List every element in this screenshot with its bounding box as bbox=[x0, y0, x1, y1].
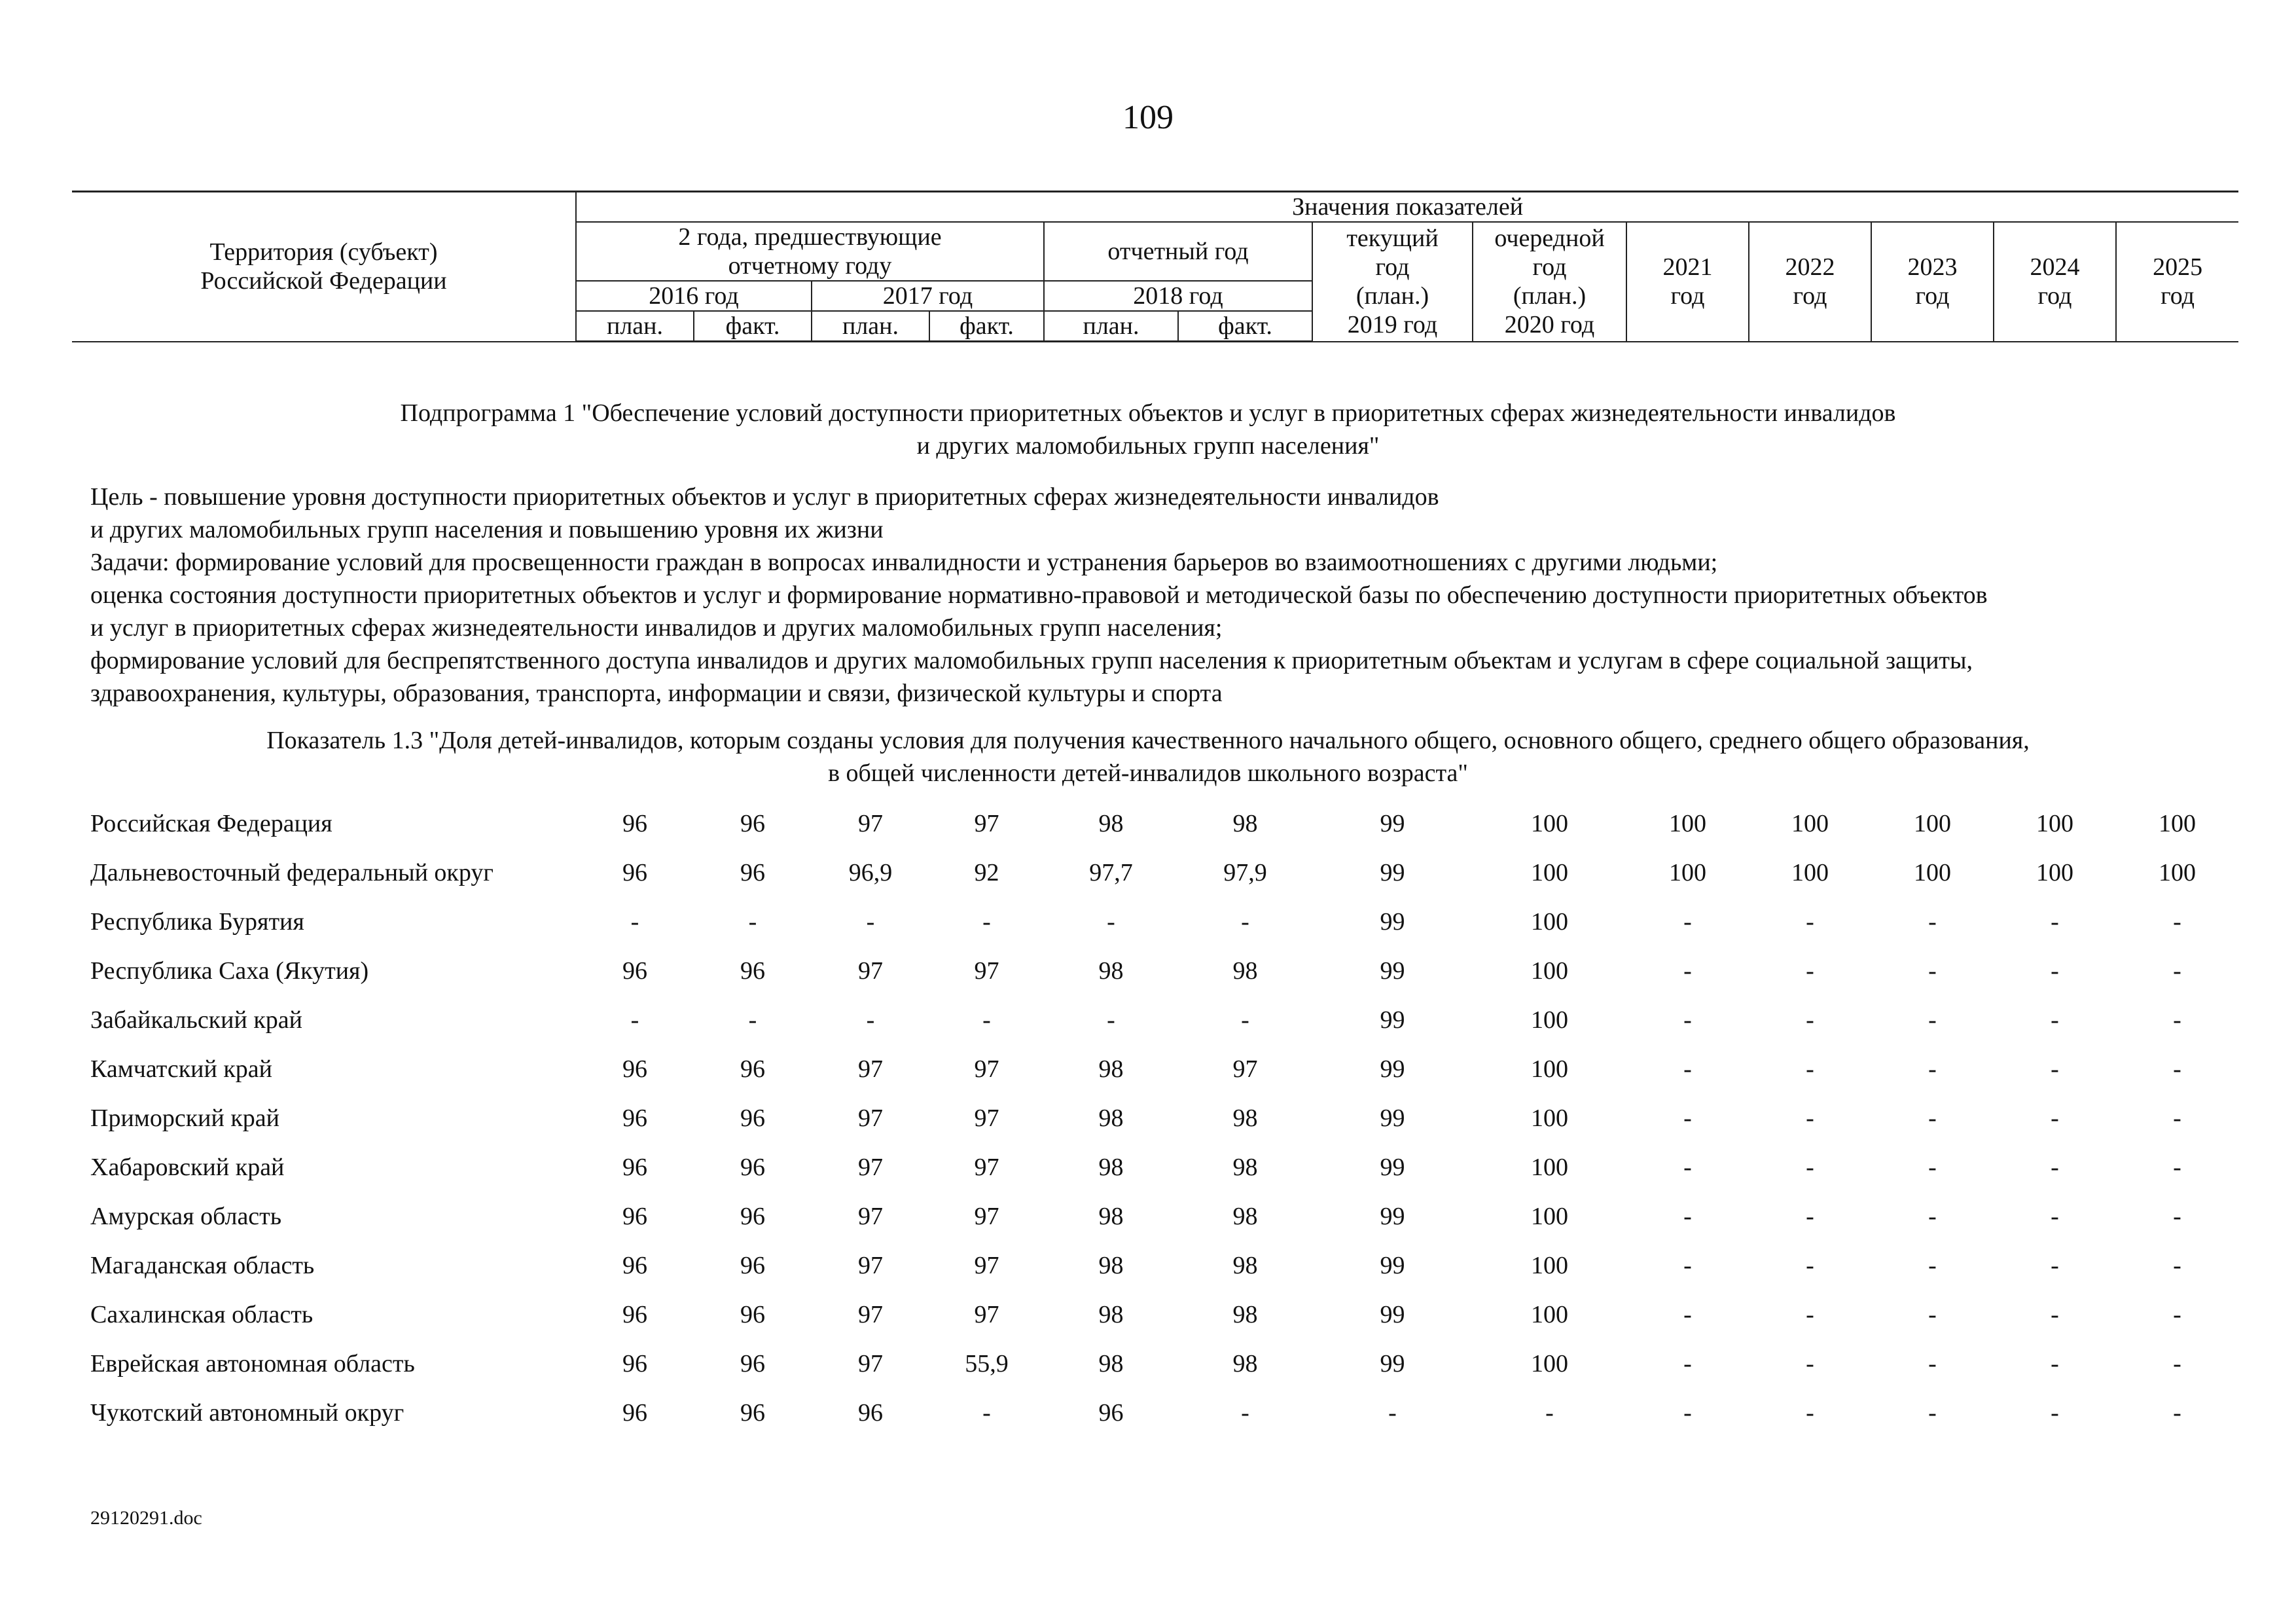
value-cell: 99 bbox=[1380, 1349, 1405, 1377]
value-cell: - bbox=[1683, 1153, 1692, 1181]
value-cell: - bbox=[2173, 1104, 2181, 1132]
table-row bbox=[72, 848, 2238, 897]
value-cell: 97 bbox=[974, 1251, 999, 1279]
value-cell: 96 bbox=[740, 1104, 765, 1132]
footer-doc-name: 29120291.doc bbox=[90, 1507, 202, 1529]
region-name: Российская Федерация bbox=[90, 809, 332, 837]
value-cell: - bbox=[2173, 1300, 2181, 1328]
value-cell: 97 bbox=[858, 957, 883, 985]
year-2024-header: 2024 год bbox=[1994, 222, 2116, 342]
value-cell: - bbox=[1928, 1104, 1937, 1132]
table-row bbox=[72, 1142, 2238, 1192]
value-cell: 100 bbox=[1791, 809, 1829, 837]
year-2017-header: 2017 год bbox=[812, 281, 1044, 311]
subprogram-title: Подпрограмма 1 "Обеспечение условий доступности приоритетных объектов и услуг в приоритетных сферах жизнедеятельности инвалидов и других маломобильных групп населения" bbox=[400, 399, 1896, 460]
value-cell: - bbox=[2173, 957, 2181, 985]
fact-2016: факт. bbox=[694, 311, 812, 342]
value-cell: - bbox=[1806, 1153, 1814, 1181]
value-cell: - bbox=[1928, 1251, 1937, 1279]
value-cell: 100 bbox=[1531, 1104, 1568, 1132]
value-cell: 100 bbox=[1531, 1251, 1568, 1279]
value-cell: 100 bbox=[1669, 809, 1706, 837]
two-years-header: 2 года, предшествующие отчетному году bbox=[576, 222, 1044, 281]
year-2021-header: 2021 год bbox=[1626, 222, 1749, 342]
value-cell: - bbox=[2051, 1153, 2059, 1181]
value-cell: 99 bbox=[1380, 907, 1405, 936]
value-cell: - bbox=[2051, 1202, 2059, 1230]
value-cell: 99 bbox=[1380, 1202, 1405, 1230]
value-cell: 98 bbox=[1232, 957, 1258, 985]
value-cell: - bbox=[1683, 1006, 1692, 1034]
value-cell: 96 bbox=[740, 957, 765, 985]
year-2025-header: 2025 год bbox=[2116, 222, 2238, 342]
region-name: Приморский край bbox=[90, 1104, 279, 1132]
value-cell: 100 bbox=[1669, 858, 1706, 886]
value-cell: 97 bbox=[974, 1202, 999, 1230]
value-cell: 98 bbox=[1098, 1202, 1124, 1230]
value-cell: - bbox=[2173, 1398, 2181, 1427]
value-cell: 100 bbox=[2036, 858, 2073, 886]
table-row bbox=[72, 799, 2238, 848]
value-cell: - bbox=[1806, 1300, 1814, 1328]
territory-header: Территория (субъект) Российской Федерации bbox=[72, 192, 576, 342]
value-cell: 97 bbox=[974, 1153, 999, 1181]
value-cell: 98 bbox=[1232, 1300, 1258, 1328]
value-cell: 97,9 bbox=[1223, 858, 1267, 886]
header-table bbox=[72, 191, 2238, 342]
region-name: Магаданская область bbox=[90, 1251, 315, 1279]
year-2016-header: 2016 год bbox=[576, 281, 812, 311]
value-cell: 97 bbox=[858, 1104, 883, 1132]
value-cell: - bbox=[1806, 1104, 1814, 1132]
value-cell: - bbox=[2173, 1153, 2181, 1181]
value-cell: - bbox=[2173, 1006, 2181, 1034]
value-cell: 97 bbox=[858, 1153, 883, 1181]
value-cell: - bbox=[748, 907, 757, 936]
value-cell: - bbox=[1928, 1153, 1937, 1181]
value-cell: 98 bbox=[1232, 1202, 1258, 1230]
plan-2018: план. bbox=[1044, 311, 1178, 342]
value-cell: - bbox=[1241, 907, 1249, 936]
value-cell: - bbox=[1928, 1055, 1937, 1083]
table-row bbox=[72, 946, 2238, 995]
value-cell: - bbox=[2173, 907, 2181, 936]
value-cell: 99 bbox=[1380, 1006, 1405, 1034]
value-cell: 97 bbox=[974, 1104, 999, 1132]
value-cell: - bbox=[1928, 1398, 1937, 1427]
value-cell: - bbox=[2173, 1202, 2181, 1230]
value-cell: 100 bbox=[1531, 809, 1568, 837]
table-row bbox=[72, 1192, 2238, 1241]
value-cell: 100 bbox=[2159, 858, 2196, 886]
value-cell: 98 bbox=[1098, 1251, 1124, 1279]
value-cell: - bbox=[1928, 1349, 1937, 1377]
data-table bbox=[72, 799, 2238, 1437]
value-cell: - bbox=[1683, 1202, 1692, 1230]
page-number: 109 bbox=[1122, 99, 1174, 136]
value-cell: 100 bbox=[1531, 1153, 1568, 1181]
value-cell: 97 bbox=[858, 1349, 883, 1377]
value-cell: 99 bbox=[1380, 1251, 1405, 1279]
region-name: Хабаровский край bbox=[90, 1153, 285, 1181]
value-cell: 99 bbox=[1380, 1153, 1405, 1181]
value-cell: - bbox=[982, 1006, 991, 1034]
value-cell: 100 bbox=[1531, 907, 1568, 936]
value-cell: 98 bbox=[1232, 1349, 1258, 1377]
value-cell: - bbox=[1806, 1349, 1814, 1377]
value-cell: - bbox=[1241, 1006, 1249, 1034]
value-cell: 98 bbox=[1232, 1153, 1258, 1181]
goal-line: и других маломобильных групп населения и повышению уровня их жизни bbox=[90, 516, 884, 543]
value-cell: - bbox=[1683, 957, 1692, 985]
value-cell: 96 bbox=[622, 1300, 647, 1328]
table-row bbox=[72, 1339, 2238, 1388]
value-cell: - bbox=[1683, 1349, 1692, 1377]
value-cell: 96 bbox=[622, 1153, 647, 1181]
value-cell: 92 bbox=[974, 858, 999, 886]
value-cell: - bbox=[2173, 1349, 2181, 1377]
value-cell: - bbox=[1806, 1251, 1814, 1279]
value-cell: 96 bbox=[622, 1202, 647, 1230]
value-cell: 96 bbox=[622, 858, 647, 886]
goal-line: формирование условий для беспрепятственного доступа инвалидов и других маломобильных групп населения к приоритетным объектам и услугам в сфере социальной защиты, bbox=[90, 647, 1973, 674]
value-cell: 97 bbox=[858, 1055, 883, 1083]
value-cell: 100 bbox=[1914, 858, 1951, 886]
table-row bbox=[72, 1388, 2238, 1437]
value-cell: 96 bbox=[740, 1349, 765, 1377]
value-cell: - bbox=[982, 907, 991, 936]
value-cell: 96 bbox=[858, 1398, 883, 1427]
value-cell: 96 bbox=[622, 1398, 647, 1427]
value-cell: 100 bbox=[1531, 1349, 1568, 1377]
value-cell: - bbox=[2051, 1055, 2059, 1083]
value-cell: 96 bbox=[622, 1104, 647, 1132]
value-cell: 100 bbox=[1531, 957, 1568, 985]
value-cell: 98 bbox=[1098, 1153, 1124, 1181]
value-cell: 100 bbox=[1531, 858, 1568, 886]
value-cell: 97 bbox=[858, 1251, 883, 1279]
value-cell: - bbox=[2051, 957, 2059, 985]
value-cell: 96 bbox=[740, 809, 765, 837]
value-cell: 96 bbox=[740, 858, 765, 886]
value-cell: - bbox=[1241, 1398, 1249, 1427]
table-row bbox=[72, 995, 2238, 1044]
value-cell: - bbox=[2173, 1055, 2181, 1083]
value-cell: 97 bbox=[858, 809, 883, 837]
goal-line: Цель - повышение уровня доступности приоритетных объектов и услуг в приоритетных сферах жизнедеятельности инвалидов bbox=[90, 483, 1439, 511]
value-cell: 100 bbox=[2159, 809, 2196, 837]
value-cell: - bbox=[1683, 1300, 1692, 1328]
region-name: Камчатский край bbox=[90, 1055, 272, 1083]
value-cell: 99 bbox=[1380, 1055, 1405, 1083]
value-cell: 99 bbox=[1380, 858, 1405, 886]
value-cell: - bbox=[866, 1006, 875, 1034]
value-cell: - bbox=[2051, 1104, 2059, 1132]
table-row bbox=[72, 1093, 2238, 1142]
value-cell: 100 bbox=[1531, 1300, 1568, 1328]
current-year-header: текущий год (план.) 2019 год bbox=[1312, 222, 1473, 342]
value-cell: 97,7 bbox=[1089, 858, 1133, 886]
value-cell: - bbox=[1806, 907, 1814, 936]
value-cell: - bbox=[1806, 957, 1814, 985]
value-cell: 100 bbox=[2036, 809, 2073, 837]
value-cell: - bbox=[2173, 1251, 2181, 1279]
year-2018-header: 2018 год bbox=[1044, 281, 1312, 311]
value-cell: 100 bbox=[1531, 1006, 1568, 1034]
value-cell: - bbox=[1806, 1006, 1814, 1034]
value-cell: 96 bbox=[1098, 1398, 1124, 1427]
value-cell: 97 bbox=[1232, 1055, 1258, 1083]
value-cell: - bbox=[1928, 1300, 1937, 1328]
table-row bbox=[72, 1044, 2238, 1093]
value-cell: 96 bbox=[740, 1300, 765, 1328]
value-cell: 96 bbox=[622, 957, 647, 985]
value-cell: - bbox=[2051, 1300, 2059, 1328]
value-cell: 96 bbox=[740, 1202, 765, 1230]
value-cell: 100 bbox=[1791, 858, 1829, 886]
region-name: Еврейская автономная область bbox=[90, 1349, 415, 1377]
table-row bbox=[72, 897, 2238, 946]
value-cell: 97 bbox=[974, 1300, 999, 1328]
value-cell: 98 bbox=[1098, 1104, 1124, 1132]
value-cell: 98 bbox=[1098, 809, 1124, 837]
year-2022-header: 2022 год bbox=[1749, 222, 1871, 342]
region-name: Республика Саха (Якутия) bbox=[90, 957, 369, 985]
plan-2017: план. bbox=[812, 311, 929, 342]
goal-line: и услуг в приоритетных сферах жизнедеятельности инвалидов и других маломобильных групп населения; bbox=[90, 614, 1223, 642]
value-cell: 99 bbox=[1380, 1300, 1405, 1328]
value-cell: - bbox=[866, 907, 875, 936]
values-title: Значения показателей bbox=[576, 192, 2238, 223]
value-cell: - bbox=[630, 1006, 639, 1034]
value-cell: 97 bbox=[974, 809, 999, 837]
value-cell: 98 bbox=[1098, 1300, 1124, 1328]
value-cell: - bbox=[1683, 1055, 1692, 1083]
value-cell: 99 bbox=[1380, 809, 1405, 837]
fact-2018: факт. bbox=[1178, 311, 1312, 342]
value-cell: 100 bbox=[1914, 809, 1951, 837]
goal-line: здравоохранения, культуры, образования, транспорта, информации и связи, физической культуры и спорта bbox=[90, 680, 1223, 707]
value-cell: - bbox=[2051, 907, 2059, 936]
value-cell: - bbox=[1806, 1202, 1814, 1230]
value-cell: 98 bbox=[1098, 1055, 1124, 1083]
plan-2016: план. bbox=[576, 311, 694, 342]
goal-block bbox=[90, 481, 2250, 710]
value-cell: - bbox=[982, 1398, 991, 1427]
value-cell: 96 bbox=[622, 1349, 647, 1377]
value-cell: - bbox=[2051, 1251, 2059, 1279]
goal-line: оценка состояния доступности приоритетных объектов и услуг и формирование нормативно-правовой и методической базы по обеспечению доступности приоритетных объектов bbox=[90, 581, 1988, 609]
value-cell: - bbox=[1683, 1251, 1692, 1279]
value-cell: 97 bbox=[858, 1300, 883, 1328]
value-cell: 96 bbox=[740, 1055, 765, 1083]
value-cell: 96 bbox=[622, 1055, 647, 1083]
value-cell: - bbox=[1683, 1104, 1692, 1132]
value-cell: 98 bbox=[1232, 1251, 1258, 1279]
region-name: Чукотский автономный округ bbox=[90, 1398, 404, 1427]
value-cell: - bbox=[2051, 1398, 2059, 1427]
table-row bbox=[72, 1241, 2238, 1290]
value-cell: - bbox=[1388, 1398, 1397, 1427]
indicator-title: Показатель 1.3 "Доля детей-инвалидов, которым созданы условия для получения качественного начального общего, основного общего, среднего общего образования, в общей численности детей-инвалидов школьного возраста" bbox=[266, 727, 2030, 787]
value-cell: - bbox=[1928, 1202, 1937, 1230]
value-cell: 97 bbox=[858, 1202, 883, 1230]
value-cell: 100 bbox=[1531, 1055, 1568, 1083]
value-cell: - bbox=[2051, 1006, 2059, 1034]
value-cell: - bbox=[1545, 1398, 1554, 1427]
value-cell: - bbox=[1928, 1006, 1937, 1034]
value-cell: 97 bbox=[974, 957, 999, 985]
value-cell: 98 bbox=[1098, 957, 1124, 985]
value-cell: 96 bbox=[740, 1251, 765, 1279]
value-cell: - bbox=[1107, 1006, 1115, 1034]
value-cell: 96 bbox=[622, 1251, 647, 1279]
value-cell: - bbox=[1806, 1055, 1814, 1083]
region-name: Дальневосточный федеральный округ bbox=[90, 858, 493, 886]
value-cell: 96 bbox=[622, 809, 647, 837]
year-2023-header: 2023 год bbox=[1871, 222, 1994, 342]
value-cell: - bbox=[1928, 907, 1937, 936]
value-cell: 96 bbox=[740, 1398, 765, 1427]
value-cell: 96,9 bbox=[848, 858, 893, 886]
reporting-year-header: отчетный год bbox=[1044, 222, 1312, 281]
region-name: Республика Бурятия bbox=[90, 907, 304, 936]
region-name: Забайкальский край bbox=[90, 1006, 302, 1034]
value-cell: 98 bbox=[1232, 809, 1258, 837]
region-name: Амурская область bbox=[90, 1202, 282, 1230]
value-cell: 99 bbox=[1380, 1104, 1405, 1132]
value-cell: - bbox=[1683, 907, 1692, 936]
value-cell: - bbox=[630, 907, 639, 936]
value-cell: 98 bbox=[1232, 1104, 1258, 1132]
value-cell: 55,9 bbox=[965, 1349, 1009, 1377]
value-cell: - bbox=[1683, 1398, 1692, 1427]
value-cell: - bbox=[748, 1006, 757, 1034]
fact-2017: факт. bbox=[929, 311, 1044, 342]
region-name: Сахалинская область bbox=[90, 1300, 314, 1328]
next-year-header: очередной год (план.) 2020 год bbox=[1473, 222, 1626, 342]
value-cell: - bbox=[1806, 1398, 1814, 1427]
value-cell: 98 bbox=[1098, 1349, 1124, 1377]
table-row bbox=[72, 1290, 2238, 1339]
value-cell: 100 bbox=[1531, 1202, 1568, 1230]
goal-line: Задачи: формирование условий для просвещенности граждан в вопросах инвалидности и устранения барьеров во взаимоотношениях с другими людьми; bbox=[90, 549, 1718, 576]
value-cell: 99 bbox=[1380, 957, 1405, 985]
value-cell: - bbox=[1107, 907, 1115, 936]
value-cell: - bbox=[1928, 957, 1937, 985]
value-cell: - bbox=[2051, 1349, 2059, 1377]
value-cell: 96 bbox=[740, 1153, 765, 1181]
value-cell: 97 bbox=[974, 1055, 999, 1083]
